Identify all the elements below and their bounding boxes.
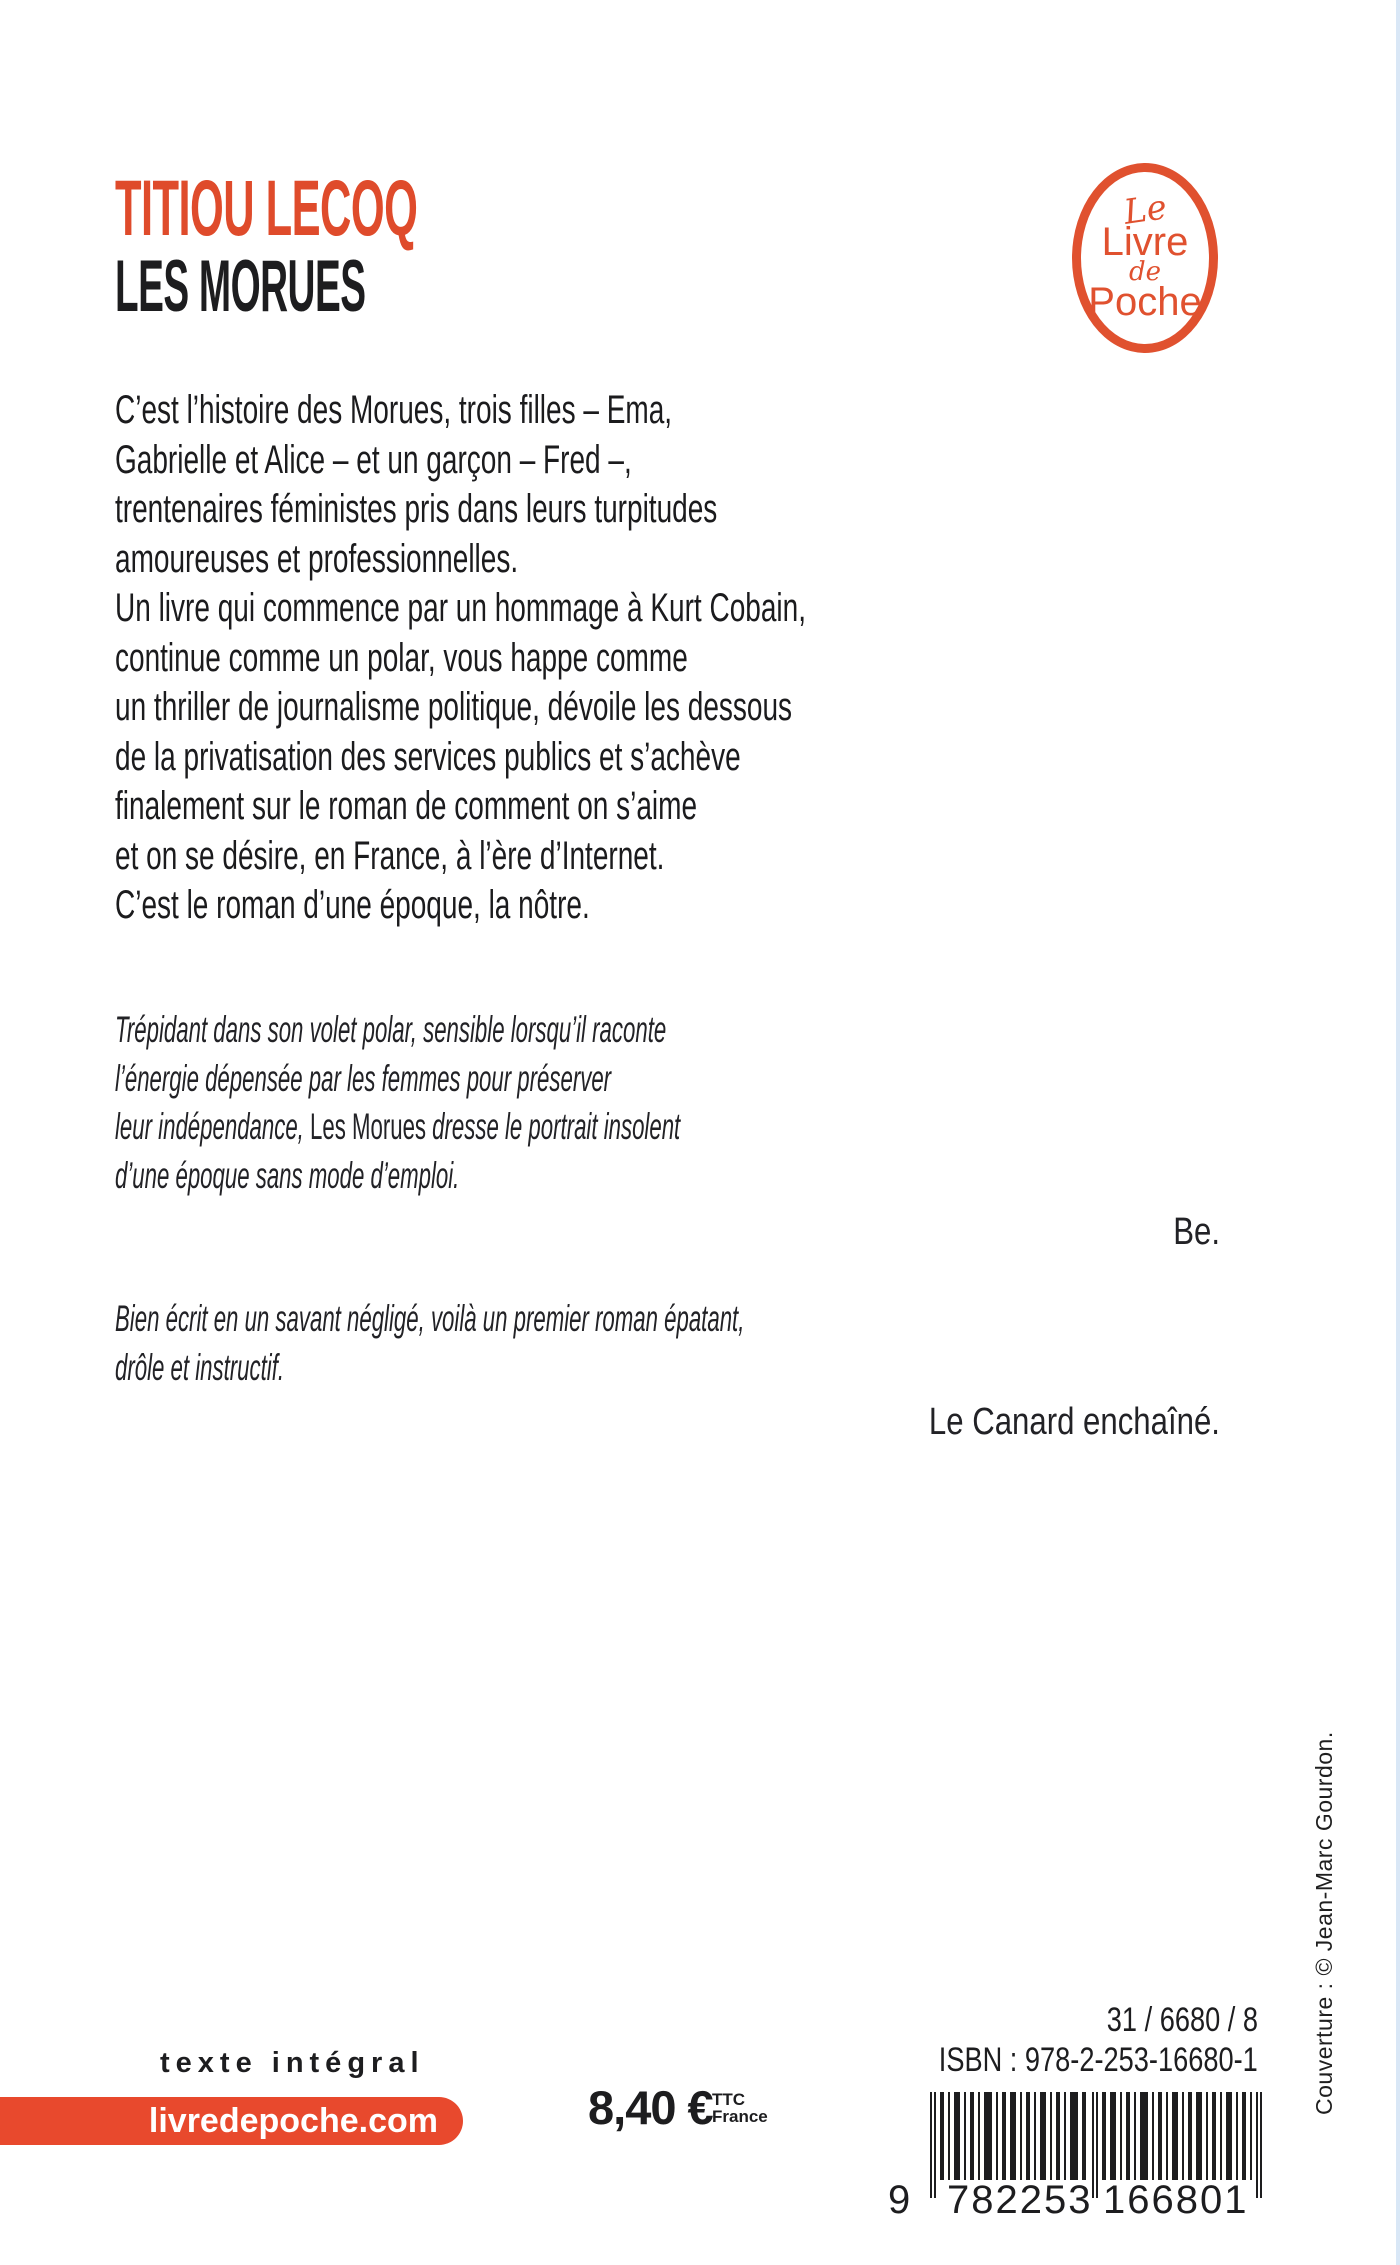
texte-integral-label: texte intégral xyxy=(160,2047,425,2079)
review-1-attribution: Be. xyxy=(1173,1211,1220,1253)
review-2-line: drôle et instructif. xyxy=(115,1346,285,1388)
page-edge-strip xyxy=(1396,0,1400,2265)
review-1-line xyxy=(115,1103,680,1152)
price-note-ttc: TTC xyxy=(712,2090,746,2109)
barcode-digit-group: 782253 xyxy=(947,2178,1093,2222)
synopsis-line: C’est l’histoire des Morues, trois filles – Ema, xyxy=(115,388,673,432)
synopsis-line: un thriller de journalisme politique, dévoile les dessous xyxy=(115,685,793,729)
synopsis-line: Un livre qui commence par un hommage à Kurt Cobain, xyxy=(115,586,807,630)
price-note-france: France xyxy=(712,2107,768,2126)
logo-word-de: de xyxy=(1128,257,1162,287)
review-2-line: Bien écrit en un savant négligé, voilà un premier roman épatant, xyxy=(115,1298,745,1339)
logo-word-livre: Livre xyxy=(1101,220,1189,264)
cover-credit: Couverture : © Jean-Marc Gourdon. xyxy=(1311,1731,1337,2115)
review-1-text: dresse le portrait insolent xyxy=(426,1106,681,1147)
synopsis-line: amoureuses et professionnelles. xyxy=(115,536,519,581)
barcode-digit-group: 166801 xyxy=(1103,2178,1249,2222)
logo-word-poche: Poche xyxy=(1088,280,1202,324)
synopsis-line: de la privatisation des services publics et s’achève xyxy=(115,734,741,779)
barcode xyxy=(888,2092,1264,2222)
review-1-text: leur indépendance, xyxy=(115,1106,311,1147)
review-2-attribution: Le Canard enchaîné. xyxy=(928,1401,1220,1443)
logo-word-le: Le xyxy=(1121,187,1169,233)
edition-code: 31 / 6680 / 8 xyxy=(1106,2001,1258,2039)
synopsis-line: Gabrielle et Alice – et un garçon – Fred –, xyxy=(115,437,632,482)
price: 8,40 € xyxy=(588,2081,713,2134)
publisher-website: livredepoche.com xyxy=(148,2102,438,2140)
price-note xyxy=(712,2091,768,2125)
barcode-digit-lead: 9 xyxy=(888,2178,913,2222)
synopsis-line: finalement sur le roman de comment on s’aime xyxy=(115,784,698,828)
synopsis-line: trentenaires féministes pris dans leurs turpitudes xyxy=(115,487,718,531)
review-1-line: d’une époque sans mode d’emploi. xyxy=(115,1154,460,1196)
review-1-book-title: Les Morues xyxy=(310,1106,427,1147)
synopsis-line: et on se désire, en France, à l’ère d’Internet. xyxy=(115,833,665,878)
publisher-logo xyxy=(1072,163,1218,353)
synopsis xyxy=(115,386,806,931)
author-name: TITIOU LECOQ xyxy=(115,163,418,252)
synopsis-line: C’est le roman d’une époque, la nôtre. xyxy=(115,883,590,927)
book-title: LES MORUES xyxy=(115,246,366,327)
review-quote-1 xyxy=(115,1006,680,1200)
publisher-website-pill xyxy=(0,2097,463,2145)
review-1-line: Trépidant dans son volet polar, sensible lorsqu’il raconte xyxy=(115,1009,667,1050)
isbn-number: ISBN : 978-2-253-16680-1 xyxy=(938,2041,1258,2079)
review-1-line: l’énergie dépensée par les femmes pour préserver xyxy=(115,1057,612,1099)
synopsis-line: continue comme un polar, vous happe comme xyxy=(115,635,688,680)
review-quote-2 xyxy=(115,1295,744,1392)
